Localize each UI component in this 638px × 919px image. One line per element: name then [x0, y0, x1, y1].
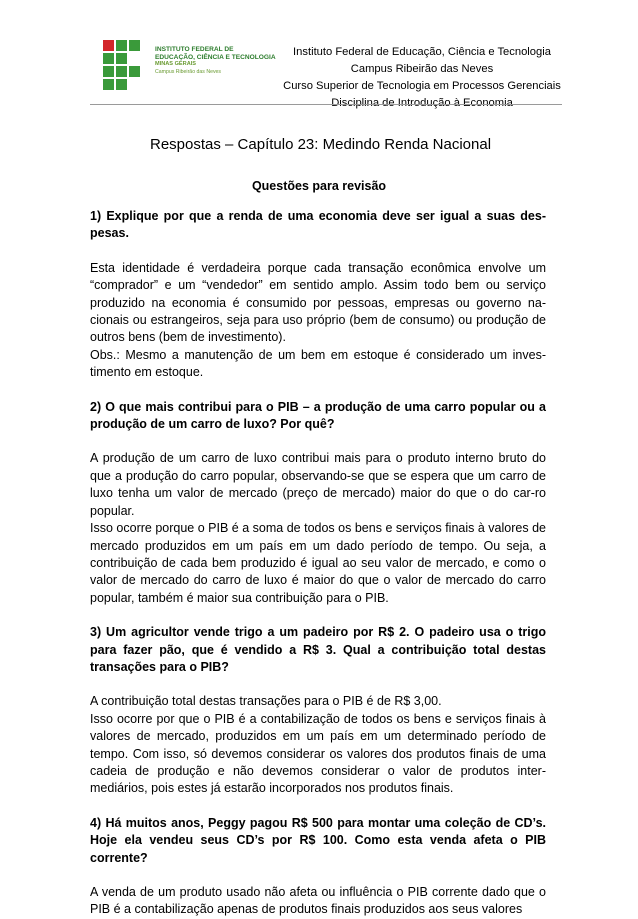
answer-4-paragraph-1: A venda de um produto usado não afeta ou influência o PIB corrente dado que o PIB é a contabilização apenas de produtos finais produzidos aos seus valores [90, 885, 546, 917]
header-divider [90, 104, 562, 105]
answer-3-paragraph-2: Isso ocorre por que o PIB é a contabilização de todos os bens e serviços finais à valores de mercado, produzidos em um país em um determinado período de tempo. Com isso, só devemos considerar os valores dos produtos finais de uma cadeia de produção e não devemos considerar o valor de produtos inter-mediários, pois estes já estarão incorporados nos produtos finais. [90, 711, 546, 796]
document-title: Respostas – Capítulo 23: Medindo Renda Nacional [150, 136, 492, 153]
discipline-name: Disciplina de Introdução à Economia [331, 97, 513, 109]
question-1: 1) Explique por que a renda de uma economia deve ser igual a suas des-pesas. [90, 209, 546, 241]
document-body [90, 208, 546, 919]
institution-name: Instituto Federal de Educação, Ciência e Tecnologia [293, 46, 551, 58]
course-name: Curso Superior de Tecnologia em Processos Gerenciais [283, 80, 561, 92]
institution-logo [103, 40, 276, 104]
logo-text: INSTITUTO FEDERAL DE EDUCAÇÃO, CIÊNCIA E TECNOLOGIA MINAS GERAIS Campus Ribeirão das Neves [155, 46, 276, 75]
answer-1-paragraph-1: Esta identidade é verdadeira porque cada transação econômica envolve um “comprador” e um “vendedor” em sentido amplo. Assim todo bem ou serviço produzido na economia é consumido por pessoas, empresas ou governo na-cionais ou estrangeiros, seja para uso próprio (bem de consumo) ou produção de outros bens (bem de investimento). [90, 260, 546, 345]
section-heading: Questões para revisão [251, 179, 387, 193]
campus-name: Campus Ribeirão das Neves [350, 63, 494, 75]
institution-header [272, 44, 572, 112]
answer-3-paragraph-1: A contribuição total destas transações para o PIB é de R$ 3,00. [90, 694, 442, 709]
question-3: 3) Um agricultor vende trigo a um padeiro por R$ 2. O padeiro usa o trigo para fazer pão, que é vendido a R$ 3. Qual a contribuição total destas transações para o PIB? [90, 625, 546, 674]
answer-2-paragraph-2: Isso ocorre porque o PIB é a soma de todos os bens e serviços finais à valores de mercado produzidos em um país em um dado período de tempo. Ou seja, a contribuição de cada bem produzido é igual ao seu valor de mercado, e como o valor de mercado do carro de luxo é maior do que o valor de mercado do carro popular, também é maior sua contribuição para o PIB. [90, 521, 546, 605]
answer-1-paragraph-2: Obs.: Mesmo a manutenção de um bem em estoque é considerado um inves-timento em estoque. [90, 347, 546, 380]
question-2: 2) O que mais contribui para o PIB – a produção de uma carro popular ou a produção de um carro de luxo? Por quê? [90, 399, 546, 432]
logo-grid-icon [103, 40, 147, 98]
question-4: 4) Há muitos anos, Peggy pagou R$ 500 para montar uma coleção de CD’s. Hoje ela vendeu seus CD’s por R$ 100. Como esta venda afeta o PIB corrente? [90, 815, 546, 865]
answer-2-paragraph-1: A produção de um carro de luxo contribui mais para o produto interno bruto do que a produção do carro popular, observando-se que se espera que um carro de luxo tenha um valor de mercado (preço de mercado) maior do que o do car-ro popular. [90, 451, 546, 518]
